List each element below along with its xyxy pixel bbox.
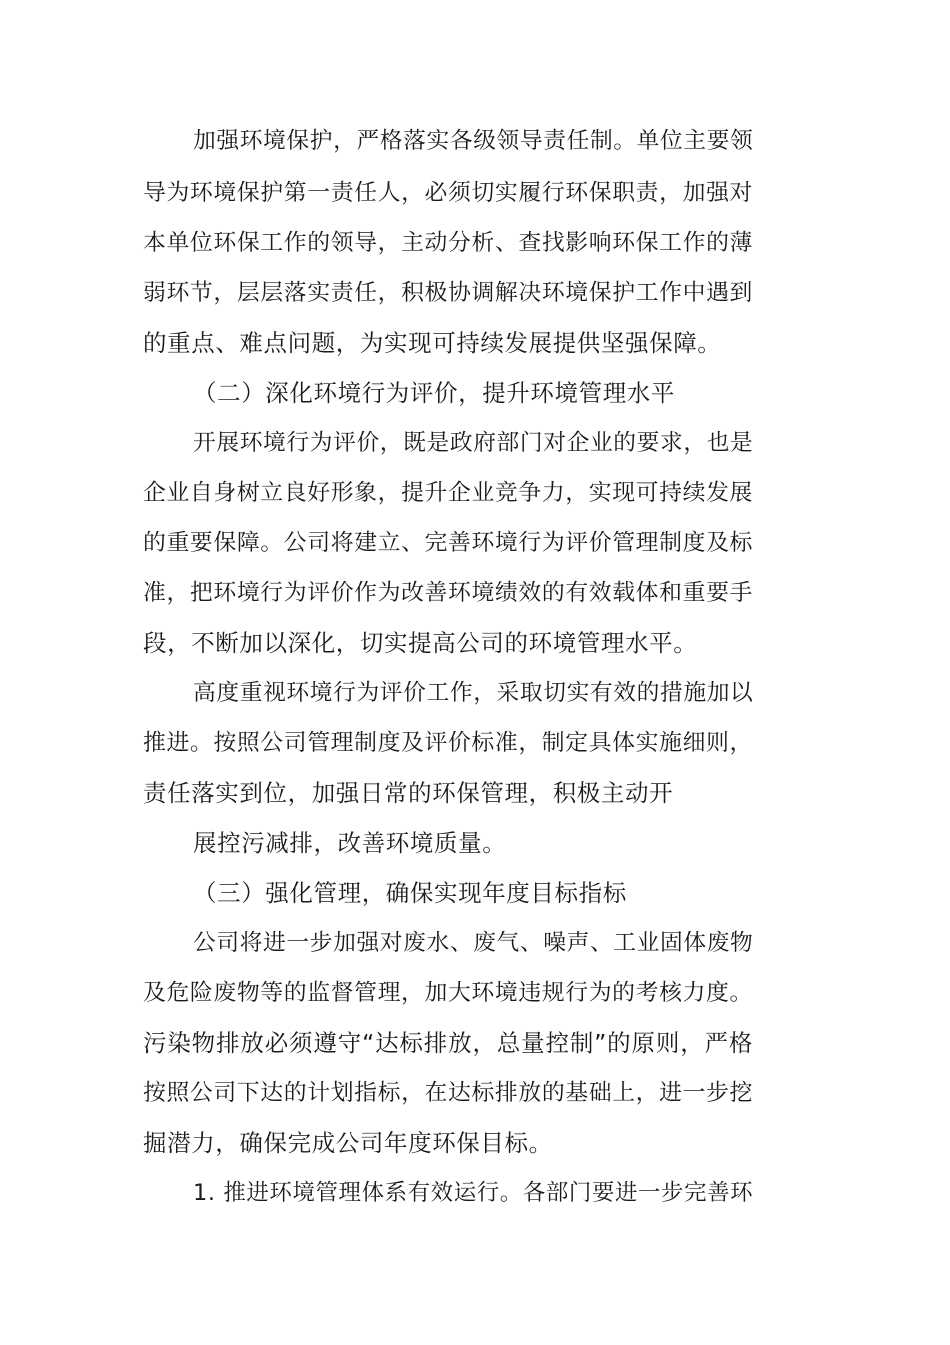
paragraph-line: 按照公司下达的计划指标，在达标排放的基础上，进一步挖 [143,1080,753,1106]
paragraph-line: 加强环境保护，严格落实各级领导责任制。单位主要领 [193,128,754,154]
paragraph-line: 开展环境行为评价，既是政府部门对企业的要求，也是 [193,430,754,456]
paragraph-line: 公司将进一步加强对废水、废气、噪声、工业固体废物 [193,930,754,956]
paragraph-line: 污染物排放必须遵守“达标排放，总量控制”的原则，严格 [143,1029,753,1057]
paragraph-line: 弱环节，层层落实责任，积极协调解决环境保护工作中遇到 [143,280,753,306]
paragraph-line: 的重要保障。公司将建立、完善环境行为评价管理制度及标 [143,530,753,556]
paragraph-line: 责任落实到位，加强日常的环保管理，积极主动开 [143,779,674,807]
section-heading: （二）深化环境行为评价，提升环境管理水平 [193,379,675,407]
paragraph-line: 高度重视环境行为评价工作，采取切实有效的措施加以 [193,680,754,706]
section-heading: （三）强化管理，确保实现年度目标指标 [193,879,627,907]
paragraph-line: 的重点、难点问题，为实现可持续发展提供坚强保障。 [143,329,722,357]
paragraph-line: 段，不断加以深化，切实提高公司的环境管理水平。 [143,629,698,657]
paragraph-line: 掘潜力，确保完成公司年度环保目标。 [143,1129,553,1157]
paragraph-line: 及危险废物等的监督管理，加大环境违规行为的考核力度。 [143,980,753,1006]
paragraph-line: 展控污减排，改善环境质量。 [193,829,507,857]
paragraph-line: 本单位环保工作的领导，主动分析、查找影响环保工作的薄 [143,230,753,256]
paragraph-line: 导为环境保护第一责任人，必须切实履行环保职责，加强对 [143,180,753,206]
paragraph-line: 准，把环境行为评价作为改善环境绩效的有效载体和重要手 [143,580,753,606]
paragraph-line: 推进。按照公司管理制度及评价标准，制定具体实施细则， [143,730,753,756]
numbered-item: 1. 推进环境管理体系有效运行。各部门要进一步完善环 [193,1180,754,1206]
paragraph-line: 企业自身树立良好形象，提升企业竞争力，实现可持续发展 [143,480,753,506]
